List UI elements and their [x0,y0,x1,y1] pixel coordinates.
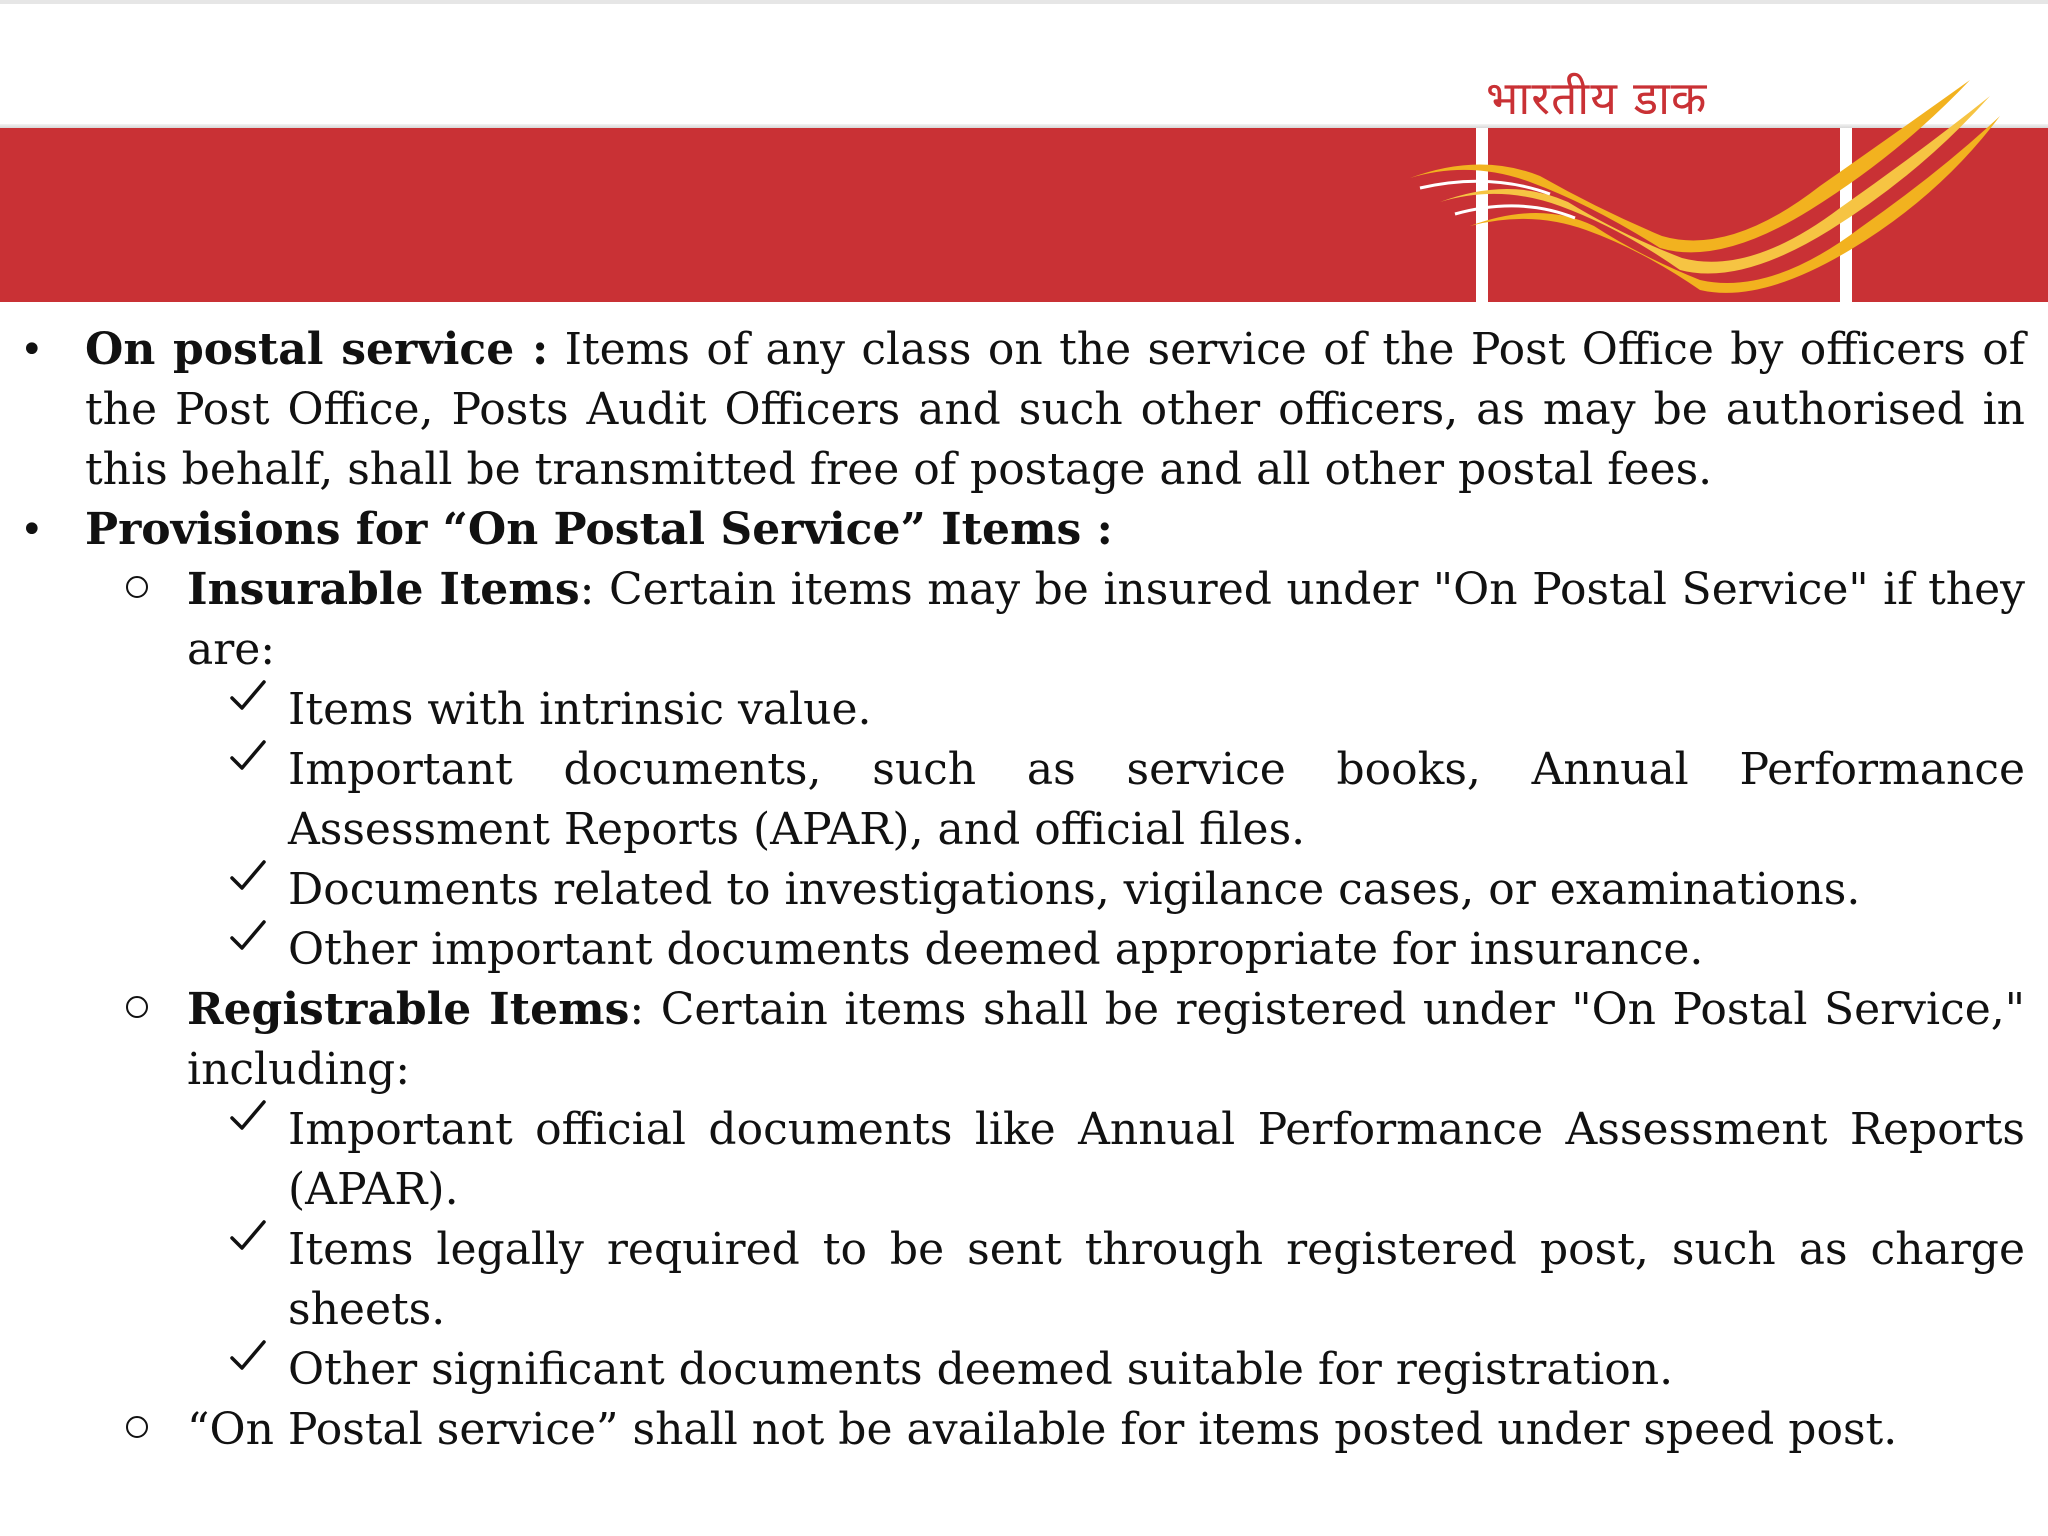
provisions-heading-text: Provisions for “On Postal Service” Items : [85,504,1113,555]
circle-bullet [126,1416,148,1438]
speed-post-note: “On Postal service” shall not be available for items posted under speed post. [187,1404,1898,1455]
registrable-items-heading: Registrable Items [187,984,630,1035]
provisions-heading [85,500,2025,560]
insurable-check-item: Other important documents deemed appropriate for insurance. [288,924,1704,975]
on-postal-service-text: Items of any class on the service of the Post Office by officers of the Post Office, Posts Audit Officers and such other officers, as may be authorised in this behalf, shall be transmitted free of postage and all other postal fees. [85,324,2025,495]
check-icon [228,676,268,716]
registrable-check-item: Important official documents like Annual Performance Assessment Reports (APAR). [288,1104,2025,1215]
check-icon [228,916,268,956]
registrable-check-item: Items legally required to be sent through registered post, such as charge sheets. [288,1224,2025,1335]
registrable-check-item: Other significant documents deemed suitable for registration. [288,1344,1674,1395]
on-postal-service-heading: On postal service : [85,324,549,375]
insurable-items-text: : Certain items may be insured under "On Postal Service" if they are: [187,564,2025,675]
insurable-check-item: Important documents, such as service books, Annual Performance Assessment Reports (APAR), and official files. [288,744,2025,855]
insurable-check-item: Items with intrinsic value. [288,684,872,735]
bullet-dot: • [20,327,44,373]
check-icon [228,1216,268,1256]
on-postal-service-paragraph [85,320,2025,500]
registrable-items-paragraph [187,980,2025,1100]
top-border [0,0,2048,4]
circle-bullet [126,576,148,598]
bullet-dot: • [20,507,44,553]
check-icon [228,1096,268,1136]
insurable-items-heading: Insurable Items [187,564,580,615]
check-icon [228,1336,268,1376]
check-icon [228,736,268,776]
registrable-items-text: : Certain items shall be registered under "On Postal Service," including: [187,984,2026,1095]
insurable-items-paragraph [187,560,2025,680]
insurable-check-item: Documents related to investigations, vigilance cases, or examinations. [288,864,1861,915]
india-post-logo-icon [1400,60,2040,310]
circle-bullet [126,996,148,1018]
india-post-logo-text: भारतीय डाक [1486,71,1708,125]
check-icon [228,856,268,896]
